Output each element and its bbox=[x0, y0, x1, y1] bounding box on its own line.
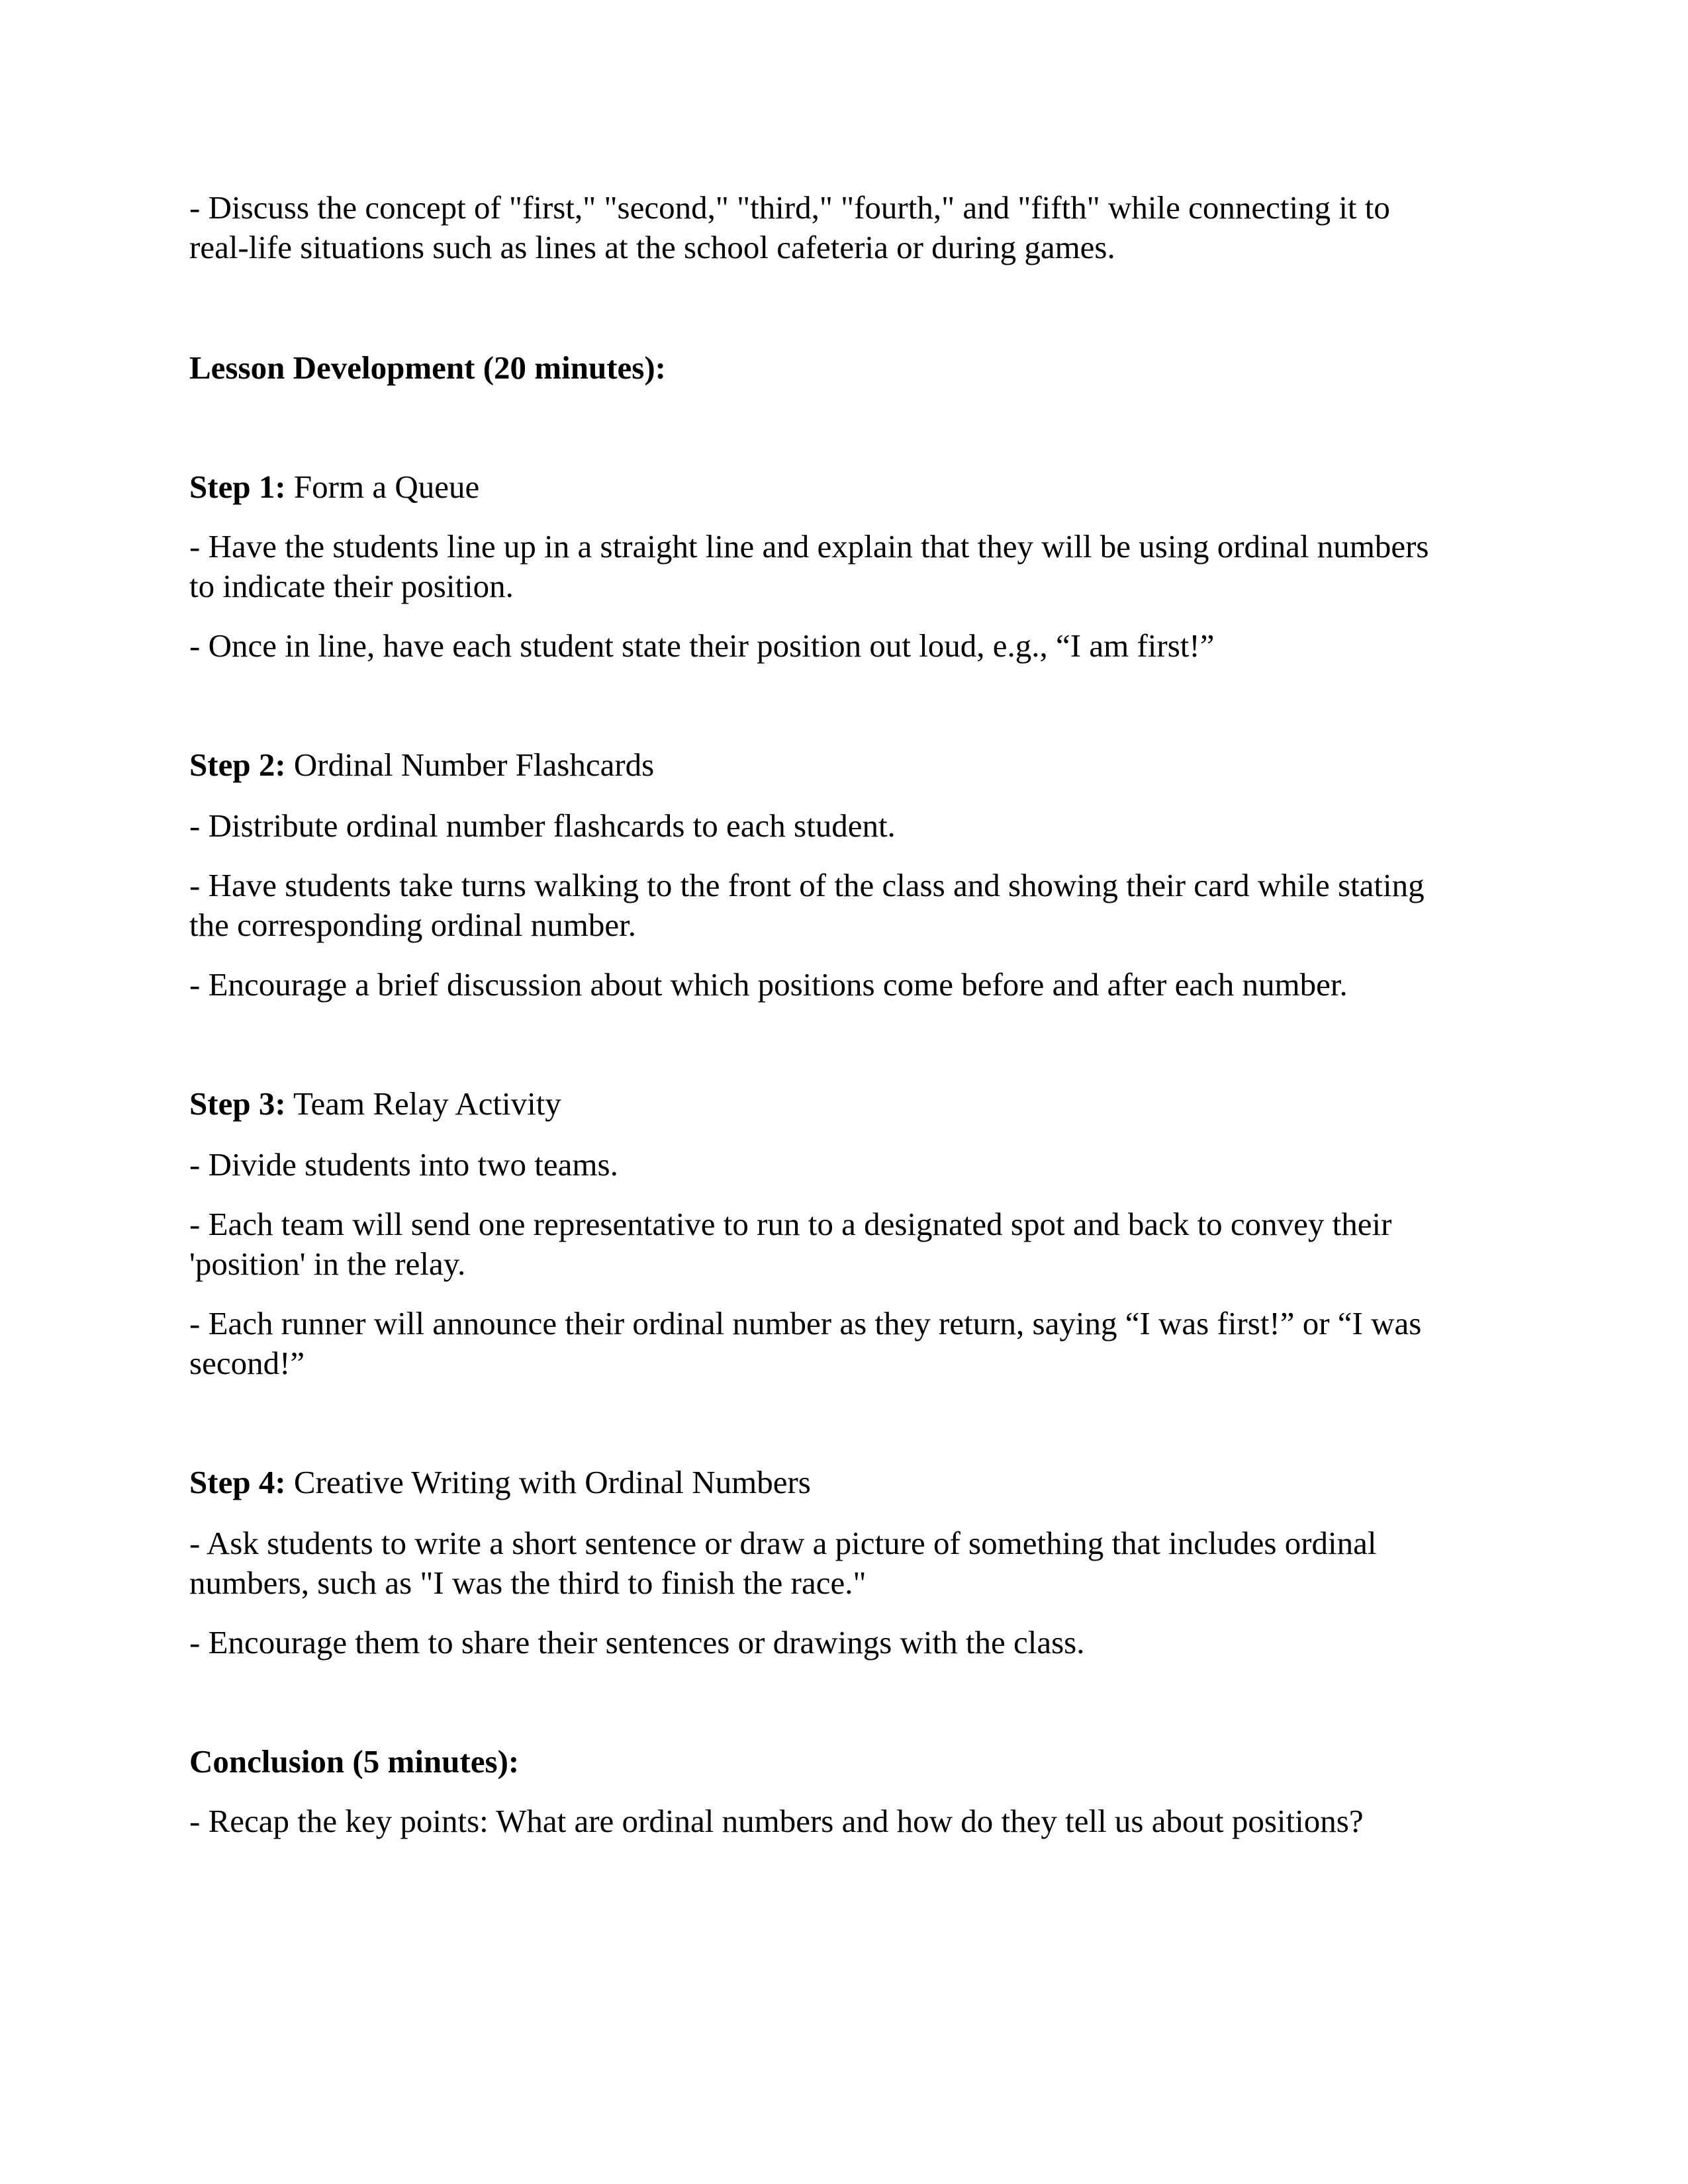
step-heading bbox=[189, 745, 654, 785]
step-heading bbox=[189, 1084, 561, 1124]
intro-line: - Discuss the concept of "first," "second," "third," "fourth," and "fifth" while connecting it to bbox=[189, 189, 1390, 226]
bullet-line: second!” bbox=[189, 1345, 305, 1381]
bullet-line: - Recap the key points: What are ordinal numbers and how do they tell us about positions? bbox=[189, 1803, 1364, 1839]
bullet-line: the corresponding ordinal number. bbox=[189, 907, 636, 943]
bullet-line: 'position' in the relay. bbox=[189, 1246, 466, 1282]
step-title: Form a Queue bbox=[285, 469, 480, 505]
section-heading-conclusion: Conclusion (5 minutes): bbox=[189, 1743, 520, 1780]
bullet-line: numbers, such as "I was the third to finish the race." bbox=[189, 1565, 867, 1601]
intro-line: real-life situations such as lines at the school cafeteria or during games. bbox=[189, 229, 1115, 265]
bullet-line: - Encourage a brief discussion about which positions come before and after each number. bbox=[189, 966, 1348, 1003]
bullet-line: - Divide students into two teams. bbox=[189, 1146, 618, 1183]
bullet-line: - Have the students line up in a straight line and explain that they will be using ordinal numbers bbox=[189, 528, 1429, 565]
bullet-line: - Ask students to write a short sentence or draw a picture of something that includes ordinal bbox=[189, 1525, 1377, 1561]
bullet-line: - Each runner will announce their ordinal number as they return, saying “I was first!” or “I was bbox=[189, 1305, 1422, 1342]
step-label: Step 3: bbox=[189, 1085, 286, 1122]
section-heading-lesson-development: Lesson Development (20 minutes): bbox=[189, 349, 666, 386]
step-heading bbox=[189, 1463, 811, 1502]
step-label: Step 4: bbox=[189, 1464, 286, 1500]
step-label: Step 1: bbox=[189, 469, 286, 505]
step-title: Team Relay Activity bbox=[285, 1085, 561, 1122]
step-title: Ordinal Number Flashcards bbox=[285, 747, 655, 783]
bullet-line: - Once in line, have each student state their position out loud, e.g., “I am first!” bbox=[189, 627, 1215, 664]
bullet-line: - Have students take turns walking to the front of the class and showing their card while stating bbox=[189, 867, 1425, 903]
bullet-line: - Distribute ordinal number flashcards to each student. bbox=[189, 807, 896, 844]
step-heading bbox=[189, 467, 479, 507]
bullet-line: - Encourage them to share their sentences or drawings with the class. bbox=[189, 1624, 1085, 1661]
bullet-line: to indicate their position. bbox=[189, 568, 514, 604]
step-label: Step 2: bbox=[189, 747, 286, 783]
bullet-line: - Each team will send one representative to run to a designated spot and back to convey their bbox=[189, 1206, 1392, 1242]
step-title: Creative Writing with Ordinal Numbers bbox=[285, 1464, 811, 1500]
